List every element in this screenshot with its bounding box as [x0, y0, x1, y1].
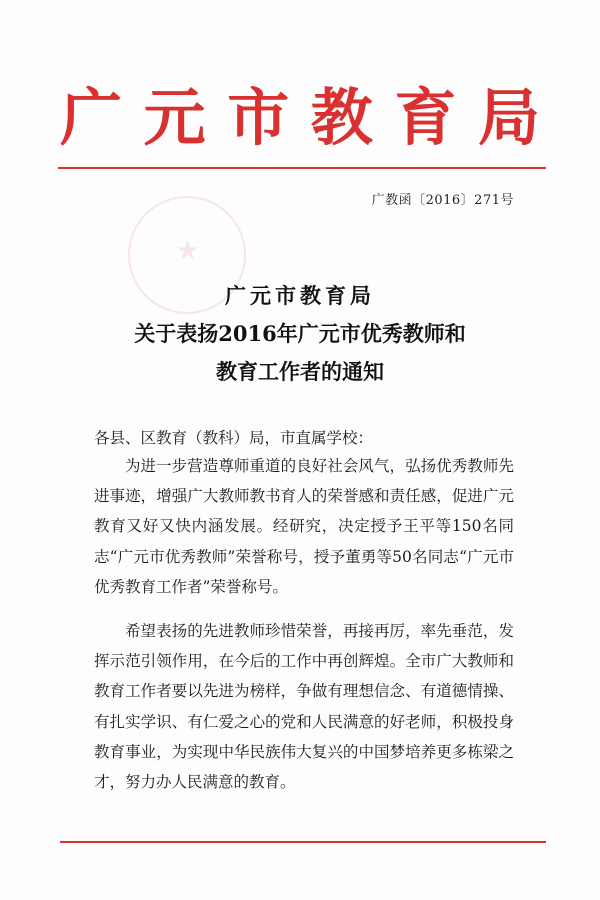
seal-star-icon: ★: [176, 236, 200, 266]
header-divider: [58, 167, 546, 169]
agency-header-char: 育: [394, 81, 457, 154]
document-number: 广教函〔2016〕271号: [371, 193, 514, 208]
title-line-1: 广元市教育局: [225, 283, 375, 308]
agency-header: [60, 78, 540, 158]
footer-divider: [60, 841, 546, 843]
agency-header-char: 市: [227, 81, 290, 154]
agency-header-char: 局: [477, 81, 540, 154]
agency-header-char: 元: [143, 81, 206, 154]
title-line-3: 教育工作者的通知: [216, 359, 384, 384]
agency-header-char: 广: [60, 81, 123, 154]
title-line-2: 关于表扬2016年广元市优秀教师和: [134, 321, 466, 346]
body-paragraph: 希望表扬的先进教师珍惜荣誉，再接再厉，率先垂范，发挥示范引领作用，在今后的工作中再创辉煌。全市广大教师和教育工作者要以先进为榜样，争做有理想信念、有道德情操、有扎实学识、有仁爱之心的党和人民满意的好老师，积极投身教育事业，为实现中华民族伟大复兴的中国梦培养更多栋梁之才，努力办人民满意的教育。: [94, 622, 514, 792]
body-paragraph: 为进一步营造尊师重道的良好社会风气，弘扬优秀教师先进事迹，增强广大教师教书育人的荣誉感和责任感，促进广元教育又好又快内涵发展。经研究，决定授予王平等150名同志“广元市优秀教师”荣誉称号，授予董勇等50名同志“广元市优秀教育工作者”荣誉称号。: [94, 457, 514, 596]
agency-header-char: 教: [310, 81, 373, 154]
addressee: 各县、区教育（教科）局，市直属学校：: [94, 429, 374, 447]
